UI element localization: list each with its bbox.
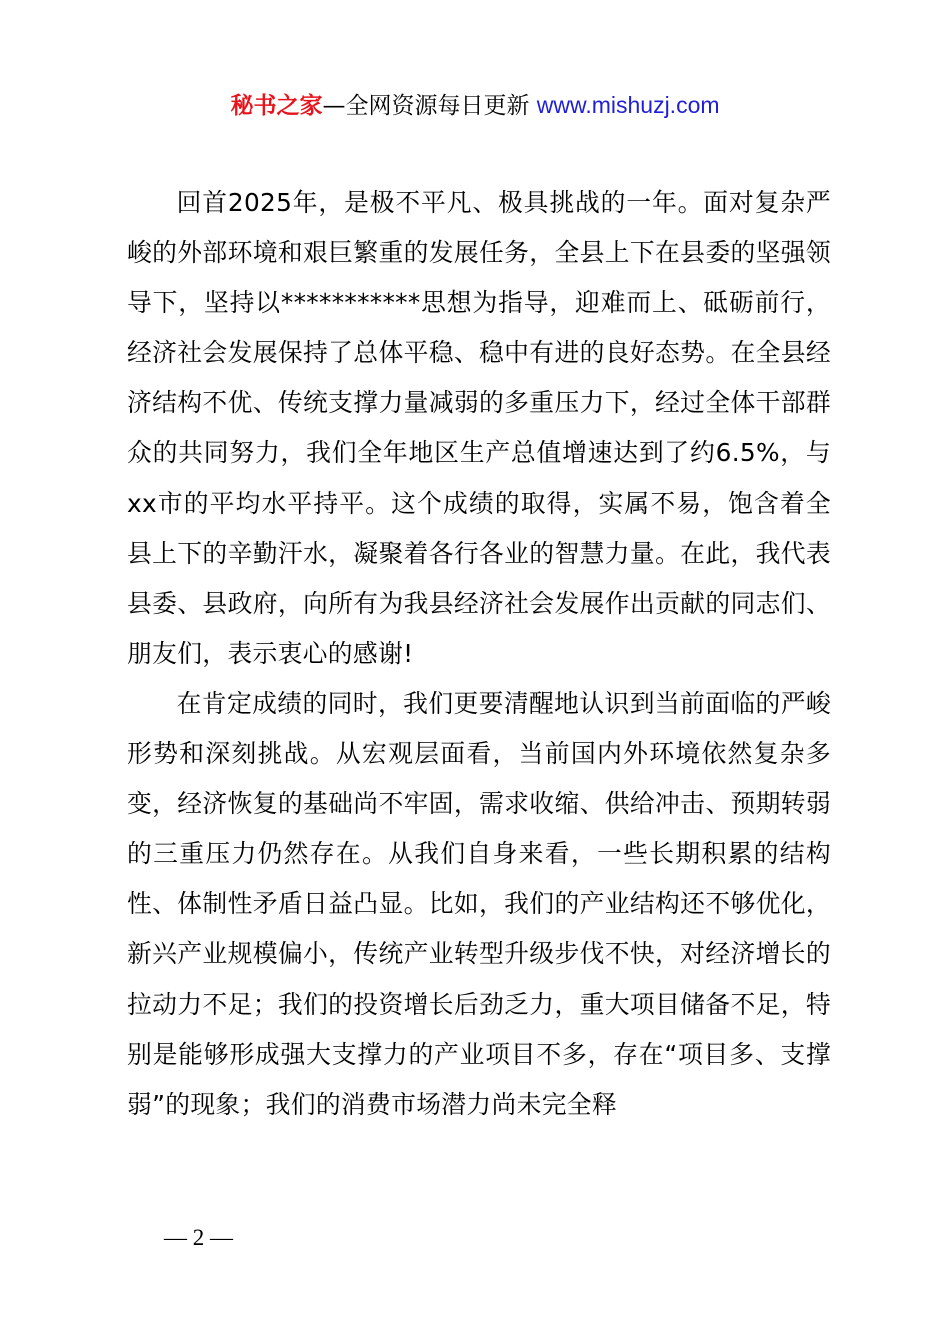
document-body — [127, 178, 831, 1130]
site-header — [0, 88, 950, 123]
paragraph-2: 在肯定成绩的同时，我们更要清醒地认识到当前面临的严峻形势和深刻挑战。从宏观层面看，当前国内外环境依然复杂多变，经济恢复的基础尚不牢固，需求收缩、供给冲击、预期转弱的三重压力仍然存在。从我们自身来看，一些长期积累的结构性、体制性矛盾日益凸显。比如，我们的产业结构还不够优化，新兴产业规模偏小，传统产业转型升级步伐不快，对经济增长的拉动力不足；我们的投资增长后劲乏力，重大项目储备不足，特别是能够形成强大支撑力的产业项目不多，存在“项目多、支撑弱”的现象；我们的消费市场潜力尚未完全释 — [127, 688, 831, 1119]
page-number: — 2 — — [164, 1225, 233, 1250]
site-url-link[interactable]: www.mishuzj.com — [536, 92, 720, 118]
site-brand: 秘书之家 — [230, 93, 323, 119]
site-tagline: —全网资源每日更新 — [322, 93, 537, 119]
paragraph-1: 回首2025年，是极不平凡、极具挑战的一年。面对复杂严峻的外部环境和艰巨繁重的发展任务，全县上下在县委的坚强领导下，坚持以***********思想为指导，迎难而上、砥砺前行，经济社会发展保持了总体平稳、稳中有进的良好态势。在全县经济结构不优、传统支撑力量减弱的多重压力下，经过全体干部群众的共同努力，我们全年地区生产总值增速达到了约6.5%，与xx市的平均水平持平。这个成绩的取得，实属不易，饱含着全县上下的辛勤汗水，凝聚着各行各业的智慧力量。在此，我代表县委、县政府，向所有为我县经济社会发展作出贡献的同志们、朋友们，表示衷心的感谢! — [127, 188, 831, 668]
